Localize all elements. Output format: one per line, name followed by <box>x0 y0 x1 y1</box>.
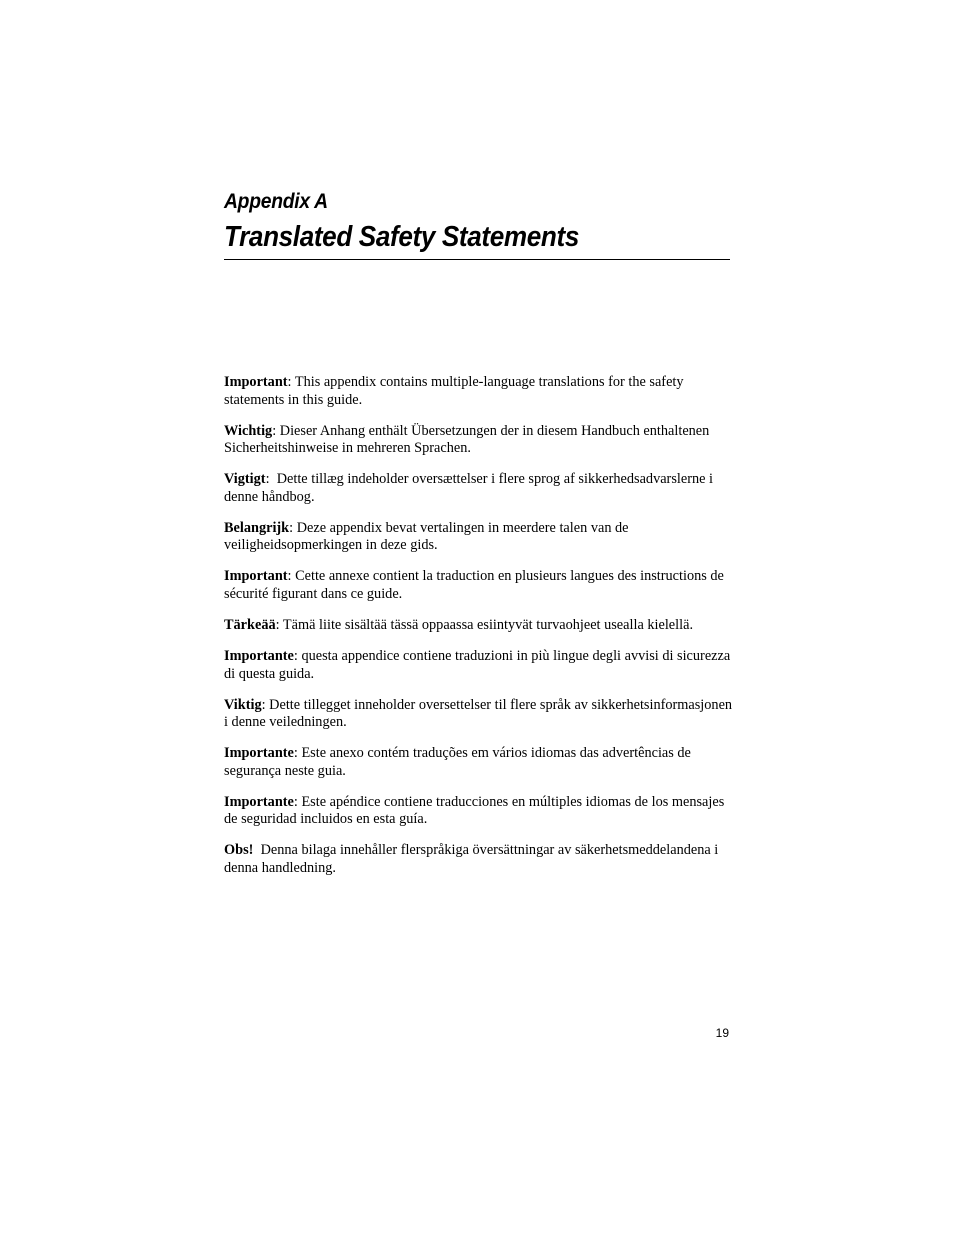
statement-separator: : <box>293 745 302 762</box>
statement-separator: : <box>265 471 277 488</box>
safety-statements-list <box>224 374 734 891</box>
statement-text: This appendix contains multiple-language translations for the safety statements in this guide. <box>224 374 684 408</box>
statement-separator: : <box>293 793 302 810</box>
title-divider <box>224 259 730 260</box>
statement-text: Este apéndice contiene traducciones en múltiples idiomas de los mensajes de seguridad incluidos en esta guía. <box>224 793 725 828</box>
statement-swedish <box>224 842 734 877</box>
statement-dutch <box>224 520 734 555</box>
statement-text: Denna bilaga innehåller flerspråkiga översättningar av säkerhetsmeddelandena i denna handledning. <box>224 842 719 876</box>
statement-lead: Important <box>224 568 288 585</box>
page-title: Translated Safety Statements <box>224 221 579 253</box>
statement-lead: Important <box>224 374 288 390</box>
statement-separator: : <box>261 696 270 713</box>
statement-text: questa appendice contiene traduzioni in più lingue degli avvisi di sicurezza di questa guida. <box>224 648 731 682</box>
statement-lead: Belangrijk <box>224 519 290 536</box>
appendix-label: Appendix A <box>224 190 328 213</box>
statement-text: Este anexo contém traduções em vários idiomas das advertências de segurança neste guia. <box>224 745 691 779</box>
statement-lead: Viktig <box>224 696 262 713</box>
statement-separator: : <box>289 519 297 536</box>
statement-text: Deze appendix bevat vertalingen in meerdere talen van de veiligheidsopmerkingen in deze gids. <box>224 519 629 554</box>
statement-separator: : <box>293 648 302 665</box>
statement-spanish <box>224 794 734 829</box>
statement-lead: Obs! <box>224 842 254 859</box>
page-number: 19 <box>715 1026 729 1040</box>
statement-separator: : <box>275 616 283 633</box>
statement-lead: Importante <box>224 648 294 665</box>
statement-french <box>224 568 734 603</box>
statement-text: Dette tillegget inneholder oversettelser til flere språk av sikkerhetsinformasjonen i denne veiledningen. <box>224 696 733 731</box>
statement-separator: : <box>272 422 280 439</box>
statement-portuguese <box>224 745 734 780</box>
statement-english <box>224 374 734 409</box>
statement-lead: Wichtig <box>224 422 273 439</box>
statement-german <box>224 423 734 458</box>
statement-danish <box>224 471 734 506</box>
statement-text: Dieser Anhang enthält Übersetzungen der in diesem Handbuch enthaltenen Sicherheitshinweise in mehreren Sprachen. <box>224 422 710 457</box>
statement-separator: : <box>287 374 295 390</box>
statement-lead: Vigtigt <box>224 471 266 488</box>
statement-separator: : <box>287 568 296 585</box>
statement-norwegian <box>224 697 734 732</box>
statement-italian <box>224 648 734 683</box>
statement-lead: Tärkeää <box>224 616 276 633</box>
statement-lead: Importante <box>224 745 294 762</box>
statement-separator <box>253 842 260 858</box>
statement-text: Tämä liite sisältää tässä oppaassa esiintyvät turvaohjeet usealla kielellä. <box>282 616 694 633</box>
statement-text: Cette annexe contient la traduction en plusieurs langues des instructions de sécurité figurant dans ce guide. <box>224 568 724 602</box>
statement-finnish <box>224 617 734 635</box>
statement-text: Dette tillæg indeholder oversættelser i flere sprog af sikkerhedsadvarslerne i denne håndbog. <box>224 471 714 505</box>
statement-lead: Importante <box>224 793 294 810</box>
